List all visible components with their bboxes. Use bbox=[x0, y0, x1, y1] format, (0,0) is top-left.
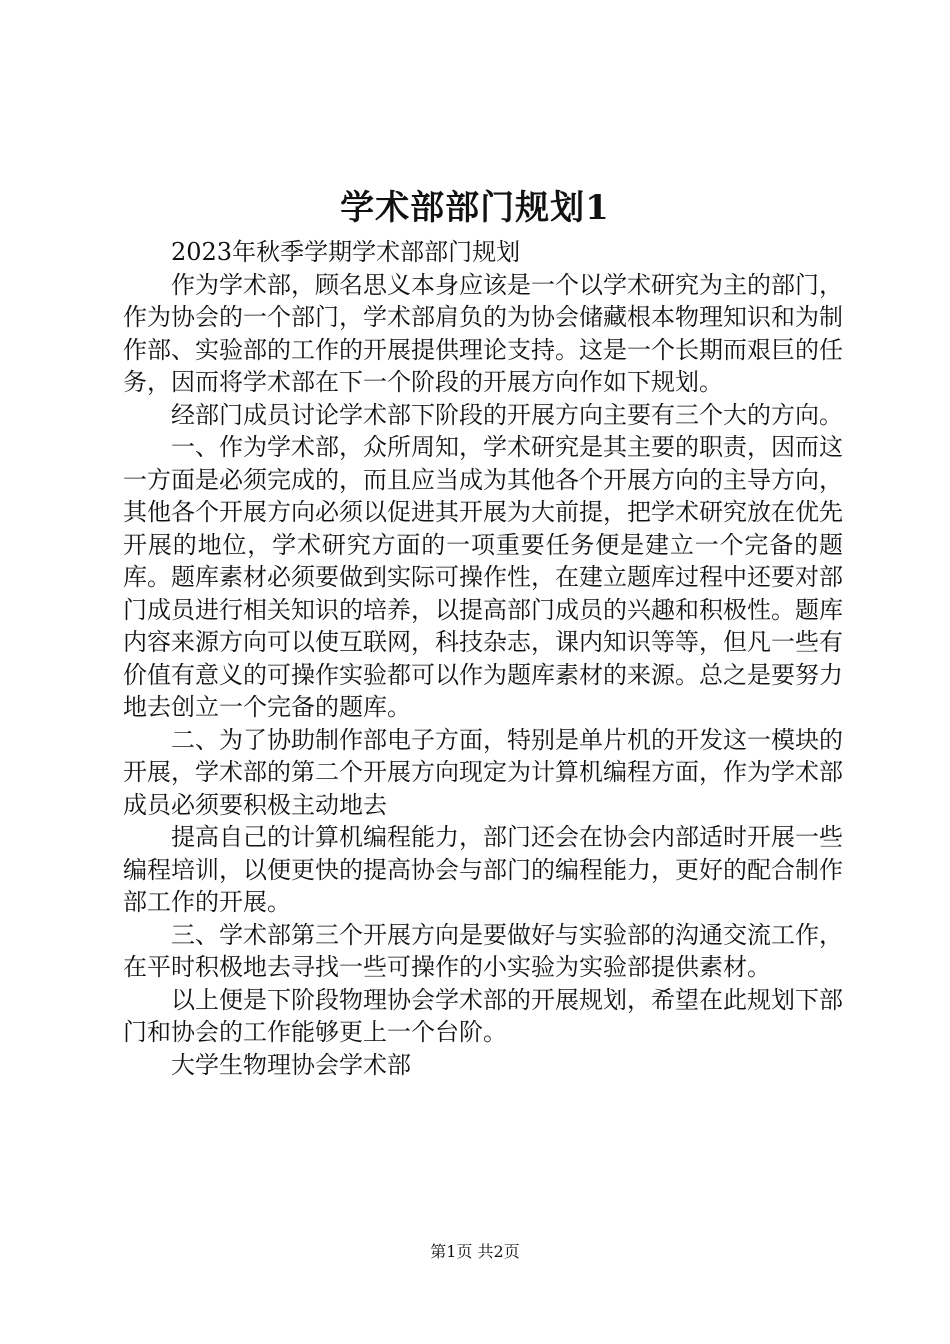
paragraph-direction-two-cont: 提高自己的计算机编程能力，部门还会在协会内部适时开展一些编程培训，以便更快的提高协会与部门的编程能力，更好的配合制作部工作的开展。 bbox=[123, 823, 843, 916]
page-footer: 第1页 共2页 bbox=[430, 1242, 520, 1261]
paragraph-direction-two: 二、为了协助制作部电子方面，特别是单片机的开发这一模块的开展，学术部的第二个开展方向现定为计算机编程方面，作为学术部成员必须要积极主动地去 bbox=[123, 725, 843, 819]
document-body bbox=[123, 236, 843, 1081]
paragraph-direction-three: 三、学术部第三个开展方向是要做好与实验部的沟通交流工作，在平时积极地去寻找一些可操作的小实验为实验部提供素材。 bbox=[123, 920, 843, 981]
paragraph-intro: 作为学术部，顾名思义本身应该是一个以学术研究为主的部门，作为协会的一个部门，学术部肩负的为协会储藏根本物理知识和为制作部、实验部的工作的开展提供理论支持。这是一个长期而艰巨的任务，因而将学术部在下一个阶段的开展方向作如下规划。 bbox=[123, 270, 843, 396]
paragraph-signature: 大学生物理协会学术部 bbox=[171, 1050, 411, 1079]
paragraph-directions-summary: 经部门成员讨论学术部下阶段的开展方向主要有三个大的方向。 bbox=[171, 400, 843, 429]
paragraph-direction-one: 一、作为学术部，众所周知，学术研究是其主要的职责，因而这一方面是必须完成的，而且应当成为其他各个开展方向的主导方向，其他各个开展方向必须以促进其开展为大前提，把学术研究放在优先开展的地位，学术研究方面的一项重要任务便是建立一个完备的题库。题库素材必须要做到实际可操作性，在建立题库过程中还要对部门成员进行相关知识的培养，以提高部门成员的兴趣和积极性。题库内容来源方向可以使互联网，科技杂志，课内知识等等，但凡一些有价值有意义的可操作实验都可以作为题库素材的来源。总之是要努力地去创立一个完备的题库。 bbox=[123, 433, 843, 721]
paragraph-semester-heading: 2023年秋季学期学术部部门规划 bbox=[171, 238, 521, 266]
paragraph-conclusion: 以上便是下阶段物理协会学术部的开展规划，希望在此规划下部门和协会的工作能够更上一个台阶。 bbox=[123, 985, 843, 1046]
document-title: 学术部部门规划1 bbox=[340, 188, 610, 228]
